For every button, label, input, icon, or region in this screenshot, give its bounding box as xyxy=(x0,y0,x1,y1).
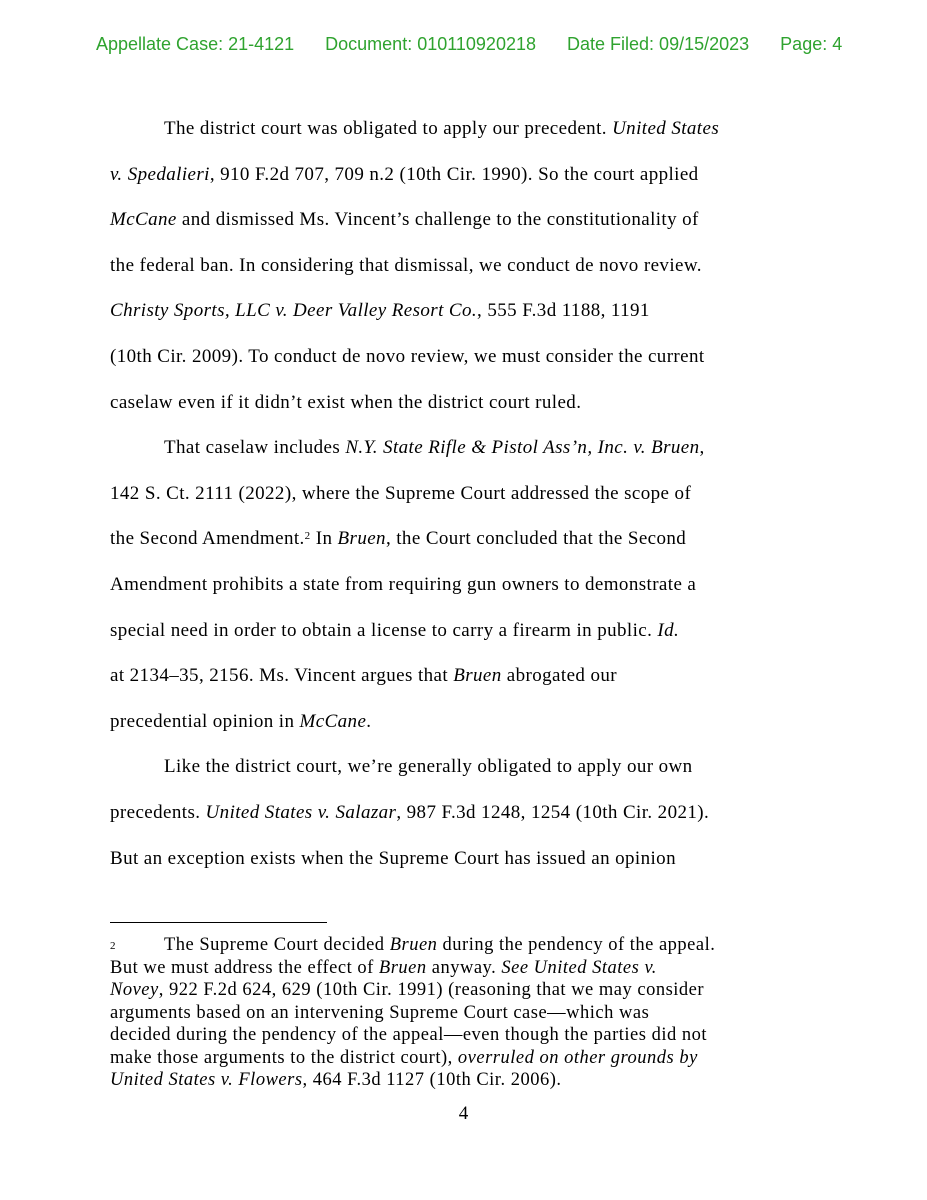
footnote-separator xyxy=(110,922,327,923)
paragraph-1 xyxy=(110,106,830,425)
text-line: the Second Amendment.$^2$ In Bruen, the Court concluded that the Second xyxy=(110,528,687,550)
header-page: Page: 4 xyxy=(780,34,843,54)
header-case-number: Appellate Case: 21-4121 xyxy=(96,34,295,54)
footnote-line: make those arguments to the district court), overruled on other grounds by xyxy=(110,1047,698,1068)
text-line: precedential opinion in McCane. xyxy=(110,710,372,732)
paragraph-2 xyxy=(110,425,830,744)
text-line: at 2134–35, 2156. Ms. Vincent argues that Bruen abrogated our xyxy=(110,665,617,687)
footnote-line: 2 The Supreme Court decided Bruen during the pendency of the appeal. xyxy=(110,934,830,957)
filing-header xyxy=(96,34,867,55)
body-text xyxy=(110,106,830,881)
text-line: precedents. United States v. Salazar, 987 F.3d 1248, 1254 (10th Cir. 2021). xyxy=(110,801,710,823)
footnote-line: Novey, 922 F.2d 624, 629 (10th Cir. 1991) (reasoning that we may consider xyxy=(110,980,705,1000)
text-line: special need in order to obtain a license to carry a firearm in public. Id. xyxy=(110,619,680,641)
footnote-line: decided during the pendency of the appeal—even though the parties did not xyxy=(110,1025,707,1045)
footnote-line: But we must address the effect of Bruen anyway. See United States v. xyxy=(110,957,657,978)
text-line: 142 S. Ct. 2111 (2022), where the Supreme Court addressed the scope of xyxy=(110,482,692,504)
header-date-filed: Date Filed: 09/15/2023 xyxy=(567,34,750,54)
header-document-number: Document: 010110920218 xyxy=(325,34,536,54)
text-line: (10th Cir. 2009). To conduct de novo review, we must consider the current xyxy=(110,345,705,367)
text-line: Amendment prohibits a state from requiring gun owners to demonstrate a xyxy=(110,573,697,595)
text-line: v. Spedalieri, 910 F.2d 707, 709 n.2 (10th Cir. 1990). So the court applied xyxy=(110,163,699,185)
footnote-line: United States v. Flowers, 464 F.3d 1127 (10th Cir. 2006). xyxy=(110,1070,562,1090)
paragraph-3 xyxy=(110,744,830,881)
text-line: Christy Sports, LLC v. Deer Valley Resort Co., 555 F.3d 1188, 1191 xyxy=(110,300,650,322)
footnote xyxy=(110,934,830,1092)
text-line: But an exception exists when the Supreme Court has issued an opinion xyxy=(110,847,676,869)
footnote-reference[interactable]: 2 xyxy=(304,530,311,543)
text-line: the federal ban. In considering that dismissal, we conduct de novo review. xyxy=(110,254,702,276)
footnote-line: arguments based on an intervening Supreme Court case—which was xyxy=(110,1002,650,1023)
page-number: 4 xyxy=(458,1103,469,1124)
text-line: That caselaw includes N.Y. State Rifle & Pistol Ass’n, Inc. v. Bruen, xyxy=(164,437,705,459)
text-line: McCane and dismissed Ms. Vincent’s challenge to the constitutionality of xyxy=(110,209,699,231)
footnote-number: 2 xyxy=(110,940,116,952)
text-line: Like the district court, we’re generally obligated to apply our own xyxy=(164,756,693,778)
text-line: caselaw even if it didn’t exist when the district court ruled. xyxy=(110,391,582,413)
text-line: The district court was obligated to apply our precedent. United States xyxy=(164,118,720,139)
